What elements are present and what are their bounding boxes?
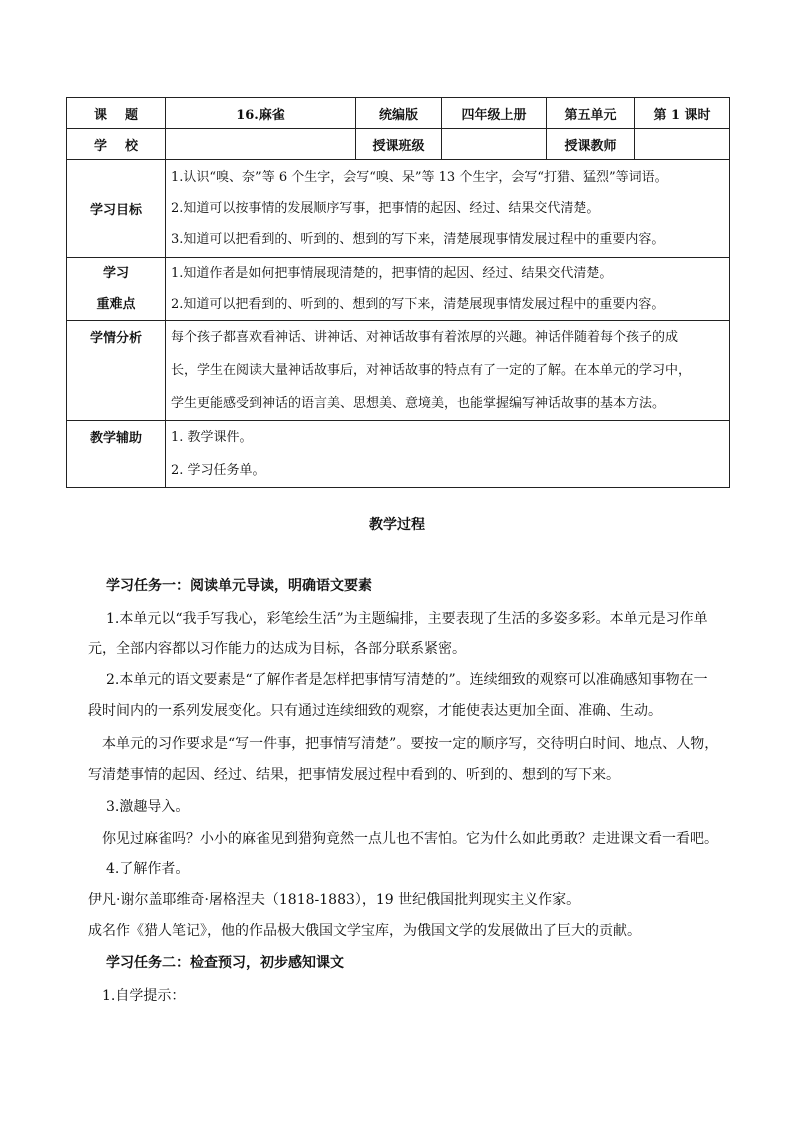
edition: 统编版 xyxy=(356,98,442,129)
paragraph-line: 本单元的习作要求是“写一件事，把事情写清楚”。要按一定的顺序写，交待明白时间、地点、人物， xyxy=(102,736,719,752)
grade: 四年级上册 xyxy=(442,98,547,129)
paragraph-line: 成名作《猎人笔记》，他的作品极大俄国文学宝库，为俄国文学的发展做出了巨大的贡献。 xyxy=(88,923,641,939)
goal-item: 1.认识“嗅、奈”等 6 个生字，会写“嗅、呆”等 13 个生字，会写“打猎、猛烈”等词语。 xyxy=(171,170,668,185)
lesson-info-table xyxy=(66,97,730,488)
class-value xyxy=(442,129,547,160)
key-points-label-line1: 学习 xyxy=(102,266,129,281)
paragraph-line: 3.激趣导入。 xyxy=(106,799,190,815)
goals-label: 学习目标 xyxy=(67,160,166,258)
table-row xyxy=(67,321,730,421)
key-points-label-line2: 重难点 xyxy=(96,297,136,312)
paragraph-line: 1.自学提示： xyxy=(102,988,186,1004)
paragraph-line: 段时间内的一系列发展变化。只有通过连续细致的观察，才能使表达更加全面、准确、生动。 xyxy=(88,703,662,719)
paragraph-line: 1.本单元以“我手写我心，彩笔绘生活”为主题编排，主要表现了生活的多姿多彩。本单元是习作单 xyxy=(106,611,708,627)
school-value xyxy=(166,129,356,160)
unit: 第五单元 xyxy=(547,98,635,129)
table-row xyxy=(67,258,730,321)
aids-content xyxy=(166,421,730,488)
paragraph-line: 2.本单元的语文要素是“了解作者是怎样把事情写清楚的”。连续细致的观察可以准确感知事物在一 xyxy=(106,672,708,688)
table-row xyxy=(67,160,730,258)
table-row xyxy=(67,421,730,488)
aid-item: 2. 学习任务单。 xyxy=(171,463,266,478)
goal-item: 3.知道可以把看到的、听到的、想到的写下来，清楚展现事情发展过程中的重要内容。 xyxy=(171,232,665,247)
teacher-value xyxy=(635,129,730,160)
analysis-label: 学情分析 xyxy=(67,321,166,421)
paragraph-line: 写清楚事情的起因、经过、结果，把事情发展过程中看到的、听到的、想到的写下来。 xyxy=(88,767,620,783)
task1-heading: 学习任务一：阅读单元导读，明确语文要素 xyxy=(106,578,372,594)
paragraph-line: 元，全部内容都以习作能力的达成为目标，各部分联系紧密。 xyxy=(88,641,466,657)
table-row xyxy=(67,129,730,160)
goal-item: 2.知道可以按事情的发展顺序写事，把事情的起因、经过、结果交代清楚。 xyxy=(171,201,600,216)
class-label: 授课班级 xyxy=(356,129,442,160)
key-points-content xyxy=(166,258,730,321)
goals-content xyxy=(166,160,730,258)
key-point-item: 1.知道作者是如何把事情展现清楚的，把事情的起因、经过、结果交代清楚。 xyxy=(171,266,613,281)
key-point-item: 2.知道可以把看到的、听到的、想到的写下来，清楚展现事情发展过程中的重要内容。 xyxy=(171,297,665,312)
analysis-content xyxy=(166,321,730,421)
paragraph-line: 4.了解作者。 xyxy=(106,861,190,877)
paragraph-line: 你见过麻雀吗？小小的麻雀见到猎狗竟然一点儿也不害怕。它为什么如此勇敢？走进课文看一看吧。 xyxy=(102,831,718,847)
lesson-title: 16.麻雀 xyxy=(166,98,356,129)
analysis-line: 每个孩子都喜欢看神话、讲神话、对神话故事有着浓厚的兴趣。神话伴随着每个孩子的成 xyxy=(171,330,679,345)
lesson-period: 第 1 课时 xyxy=(635,98,730,129)
paragraph-line: 伊凡·谢尔盖耶维奇·屠格涅夫（1818-1883），19 世纪俄国批判现实主义作家。 xyxy=(88,892,581,908)
topic-label: 课 题 xyxy=(67,98,166,129)
analysis-line: 学生更能感受到神话的语言美、思想美、意境美，也能掌握编写神话故事的基本方法。 xyxy=(171,396,666,411)
key-points-label xyxy=(67,258,166,321)
aids-label: 教学辅助 xyxy=(67,421,166,488)
aid-item: 1. 教学课件。 xyxy=(171,430,253,445)
school-label: 学 校 xyxy=(67,129,166,160)
section-title: 教学过程 xyxy=(369,517,425,533)
teacher-label: 授课教师 xyxy=(547,129,635,160)
table-row xyxy=(67,98,730,129)
analysis-line: 长，学生在阅读大量神话故事后，对神话故事的特点有了一定的了解。在本单元的学习中， xyxy=(171,363,692,378)
task2-heading: 学习任务二：检查预习，初步感知课文 xyxy=(106,955,344,971)
